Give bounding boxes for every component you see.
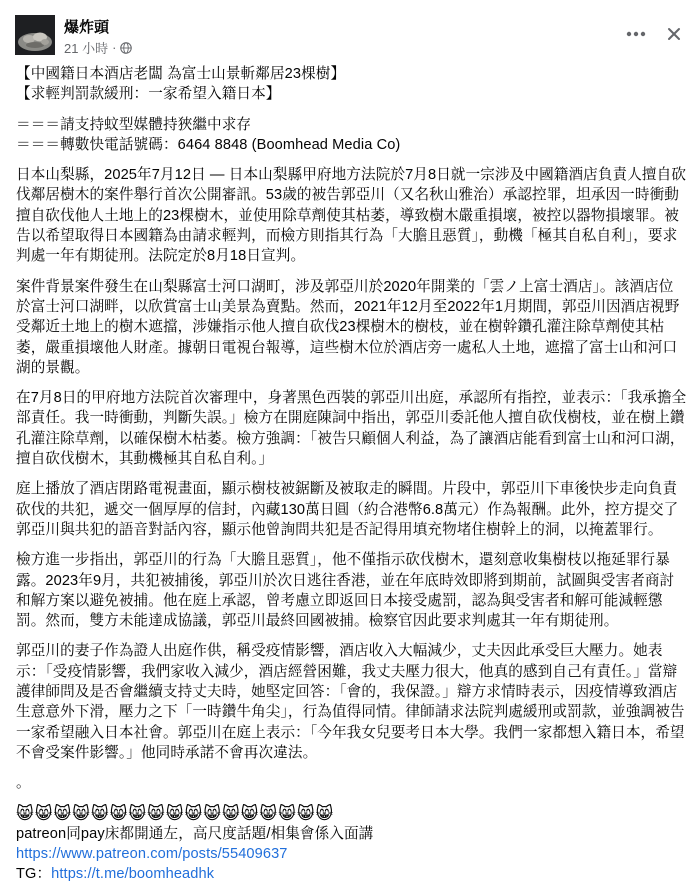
paragraph: 檢方進一步指出，郭亞川的行為「大膽且惡質」，他不僅指示砍伐樹木，還刻意收集樹枝以拖延罪行暴露。2023年9月，共犯被捕後，郭亞川於次日逃往香港，並在年底時效即將到期前，試圖與受害者商討和解方案以避免被捕。他在庭上承認，曾考慮立即返回日本接受處罰，認為與受害者和解可能減輕懲罰。然而，雙方未能達成協議，郭亞川最終回國被捕。檢察官因此要求判處其一年有期徒刑。 bbox=[16, 552, 675, 630]
title-line: 【求輕判罰款緩刑：一家希望入籍日本】 bbox=[16, 86, 281, 103]
post-meta bbox=[64, 38, 132, 57]
tg-line bbox=[16, 864, 688, 884]
more-horizontal-icon bbox=[626, 31, 646, 37]
post-body bbox=[16, 64, 688, 884]
paragraph: 案件背景案件發生在山梨縣富士河口湖町，涉及郭亞川於2020年開業的「雲ノ上富士酒店」。該酒店位於富士河口湖畔，以欣賞富士山美景為賣點。然而，2021年12月至2022年1月期間，郭亞川因酒店視野受鄰近土地上的樹木遮擋，涉嫌指示他人擅自砍伐23棵樹木的樹枝，並在樹幹鑽孔灌注除草劑使其枯萎，嚴重損壞他人財產。據朝日電視台報導，這些樹木位於酒店旁一處私人土地，遮擋了富士山和河口湖的景觀。 bbox=[16, 278, 680, 376]
paragraph: 庭上播放了酒店閉路電視畫面，顯示樹枝被鋸斷及被取走的瞬間。片段中，郭亞川下車後快步走向負責砍伐的共犯，遞交一個厚厚的信封，內藏130萬日圓（約合港幣6.8萬元）作為報酬。此外，控方提交了郭亞川與共犯的語音對話內容，顯示他曾詢問共犯是否記得用填充物堵住樹幹上的洞，以掩蓋罪行。 bbox=[16, 481, 679, 538]
post-time[interactable]: 21 小時 bbox=[64, 41, 109, 56]
patreon-link[interactable]: https://www.patreon.com/posts/55409637 bbox=[16, 845, 288, 862]
patreon-text: patreon同pay床都開通左，高尺度話題/相集會係入面講 bbox=[16, 825, 374, 842]
author-name[interactable]: 爆炸頭 bbox=[64, 19, 110, 36]
title-line: 【中國籍日本酒店老闆 為富士山景斬鄰居23棵樹】 bbox=[16, 66, 346, 82]
tg-link[interactable]: https://t.me/boomheadhk bbox=[51, 866, 215, 883]
globe-icon bbox=[120, 42, 132, 54]
more-options-button[interactable] bbox=[620, 18, 652, 50]
post-title bbox=[16, 64, 688, 105]
close-button[interactable] bbox=[658, 18, 690, 50]
support-line: ＝＝＝轉數快電話號碼：6464 8848 (Boomhead Media Co) bbox=[16, 136, 401, 153]
tg-label: TG： bbox=[16, 866, 52, 883]
support-line: ＝＝＝請支持蚊型媒體持狹繼中求存 bbox=[16, 116, 252, 133]
emoji-row: 😸😸😸😸😸😸😸😸😸😸😸😸😸😸😸😸😸 bbox=[16, 803, 335, 823]
post-header bbox=[0, 0, 700, 64]
meta-separator: · bbox=[112, 40, 117, 55]
close-icon bbox=[667, 27, 681, 41]
support-block bbox=[16, 115, 688, 156]
paragraph: 日本山梨縣，2025年7月12日 — 日本山梨縣甲府地方法院於7月8日就一宗涉及中國籍酒店負責人擅自砍伐鄰居樹木的案件舉行首次公開審訊。53歲的被告郭亞川（又名秋山雅治）承認控罪，坦承因一時衝動擅自砍伐他人土地上的23棵樹木，並使用除草劑使其枯萎，導致樹木嚴重損壞，被控以器物損壞罪。被告以希望取得日本國籍為由請求輕判，而檢方則指其行為「大膽且惡質」，動機「極其自私自利」，要求判處一年有期徒刑。法院定於8月18日宣判。 bbox=[16, 167, 687, 265]
paragraph: 在7月8日的甲府地方法院首次審理中，身著黑色西裝的郭亞川出庭，承認所有指控，並表示：「我承擔全部責任。我一時衝動，判斷失誤。」檢方在開庭陳詞中指出，郭亞川委託他人擅自砍伐樹枝，並在樹上鑽孔灌注除草劑，以確保樹木枯萎。檢方強調：「被告只顧個人利益，為了讓酒店能看到富士山和河口湖，擅自砍伐樹木，其動機極其自私自利。」 bbox=[16, 390, 687, 468]
avatar[interactable] bbox=[15, 15, 55, 55]
paragraph: 。 bbox=[16, 775, 31, 792]
paragraph: 郭亞川的妻子作為證人出庭作供，稱受疫情影響，酒店收入大幅減少，丈夫因此承受巨大壓力。她表示：「受疫情影響，我們家收入減少，酒店經營困難，我丈夫壓力很大，他真的感到自己有責任。」當辯護律師問及是否會繼續支持丈夫時，她堅定回答：「會的，我保證。」辯方求情時表示，因疫情導致酒店生意意外下滑，壓力之下「一時鑽牛角尖」，行為值得同情。律師請求法院判處緩刑或罰款，並強調被告一家希望融入日本社會。郭亞川在庭上表示：「今年我女兒要考日本大學。我們一家都想入籍日本，希望不會受案件影響。」他同時承諾不會再次違法。 bbox=[16, 643, 685, 761]
avatar-image bbox=[15, 15, 55, 55]
